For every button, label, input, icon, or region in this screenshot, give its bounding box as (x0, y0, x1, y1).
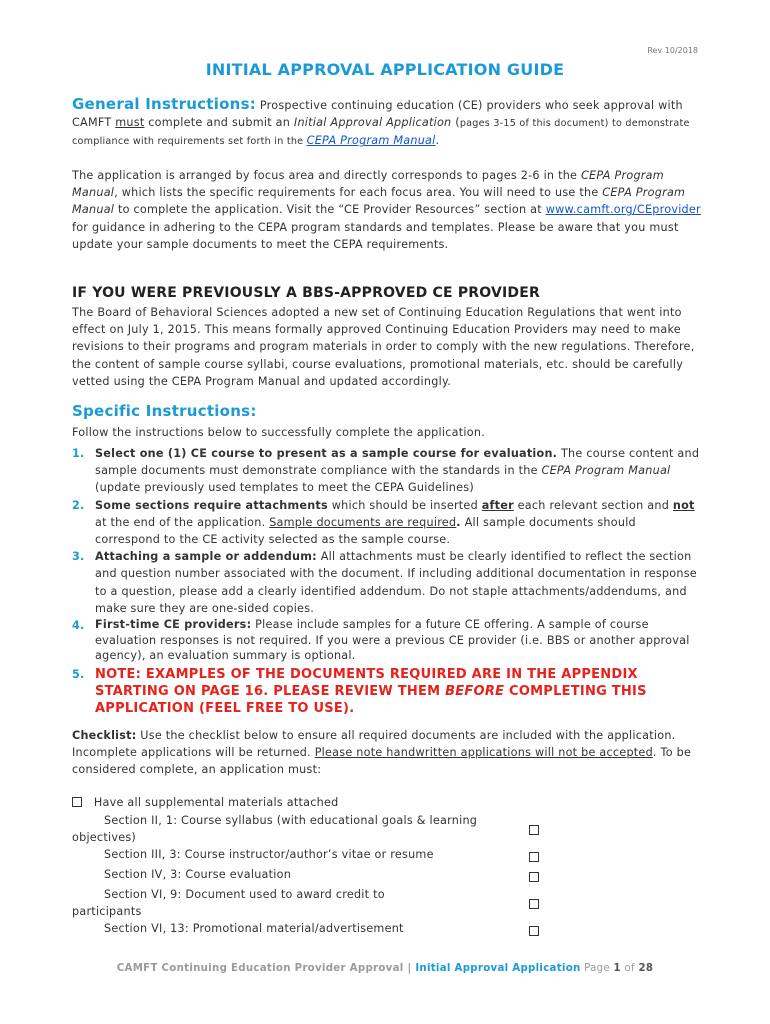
page-title: INITIAL APPROVAL APPLICATION GUIDE (205, 60, 565, 79)
page-total: 28 (638, 963, 654, 974)
specific-instructions-intro: Follow the instructions below to successfully complete the application. (72, 426, 485, 439)
ceprovider-link[interactable]: www.camft.org/CEprovider (545, 203, 701, 217)
bbs-heading: IF YOU WERE PREVIOUSLY A BBS-APPROVED CE PROVIDER (72, 285, 540, 301)
list-item: 4. First-time CE providers: Please include samples for a future CE offering. A sample of course evaluation responses is not required. If you were a previous CE provider (i.e. BBS or another approval agency), an evaluation summary is optional. (72, 618, 690, 663)
checklist-main-item: Have all supplemental materials attached (72, 794, 704, 811)
list-item: 3. Attaching a sample or addendum: All attachments must be clearly identified to reflect the section and question number associated with the document. If including additional documentation in response to a question, please add a clearly identified addendum. Do not staple attachments/addendums, and make sure they are one-sided copies. (72, 550, 697, 615)
checkbox[interactable] (529, 899, 539, 909)
checklist-section-item: Section III, 3: Course instructor/author’s vitae or resume (104, 848, 434, 861)
checklist-section-item: Section VI, 13: Promotional material/advertisement (104, 922, 404, 935)
checklist-section-item: Section IV, 3: Course evaluation (104, 868, 292, 881)
checkbox[interactable] (72, 797, 82, 807)
page-number: 1 (613, 963, 621, 974)
checkbox[interactable] (529, 926, 539, 936)
general-instructions-paragraph: General Instructions: Prospective continuing education (CE) providers who seek approval with CAMFT must complete and submit an Initial Approval Application (pages 3-15 of this document) to demonstrate compliance with requirements set forth in the CEPA Program Manual. (72, 95, 690, 148)
instructions-list (72, 445, 704, 717)
cepa-program-manual-link[interactable]: CEPA Program Manual (306, 134, 436, 148)
list-item: 2. Some sections require attachments which should be inserted after each relevant section and not at the end of the application. Sample documents are required. All sample documents should correspond to the CE activity selected as the sample course. (72, 498, 695, 547)
checkbox[interactable] (529, 852, 539, 862)
checklist-section-item: Section VI, 9: Document used to award credit to participants (72, 888, 385, 919)
list-item-note: 5. NOTE: EXAMPLES OF THE DOCUMENTS REQUIRED ARE IN THE APPENDIX STARTING ON PAGE 16. PLEASE REVIEW THEM BEFORE COMPLETING THIS APPLICATION (FEEL FREE TO USE). (72, 666, 647, 716)
checkbox[interactable] (529, 872, 539, 882)
application-arrangement-paragraph: The application is arranged by focus area and directly corresponds to pages 2-6 in the CEPA Program Manual, which lists the specific requirements for each focus area. You will need to use the CEPA Program Manual to complete the application. Visit the “CE Provider Resources” section at www.camft.org/CEprovider for guidance in adhering to the CEPA program standards and templates. Please be aware that you must update your sample documents to meet the CEPA requirements. (72, 169, 701, 251)
list-item: 1. Select one (1) CE course to present as a sample course for evaluation. The course content and sample documents must demonstrate compliance with the standards in the CEPA Program Manual (update previously used templates to meet the CEPA Guidelines) (72, 447, 700, 495)
general-instructions-heading: General Instructions: (72, 95, 257, 113)
checkbox[interactable] (529, 825, 539, 835)
checklist-label: Checklist: (72, 729, 137, 742)
bbs-paragraph: The Board of Behavioral Sciences adopted a new set of Continuing Education Regulations that went into effect on July 1, 2015. This means formally approved Continuing Education Providers may need to make revisions to their programs and program materials in order to comply with the new regulations. Therefore, the content of sample course syllabi, course evaluations, promotional materials, etc. should be carefully vetted using the CEPA Program Manual and updated accordingly. (72, 306, 695, 388)
specific-instructions-heading: Specific Instructions: (72, 402, 257, 420)
revision-date: Rev 10/2018 (647, 46, 698, 55)
page-footer: CAMFT Continuing Education Provider Approval | Initial Approval Application Page 1 of 28 (116, 963, 654, 974)
checklist-paragraph: Checklist: Use the checklist below to ensure all required documents are included with the application. Incomplete applications will be returned. Please note handwritten applications will not be accepted. To be considered complete, an application must: (72, 729, 692, 777)
checklist-section-item: Section II, 1: Course syllabus (with educational goals & learning objectives) (72, 814, 478, 845)
